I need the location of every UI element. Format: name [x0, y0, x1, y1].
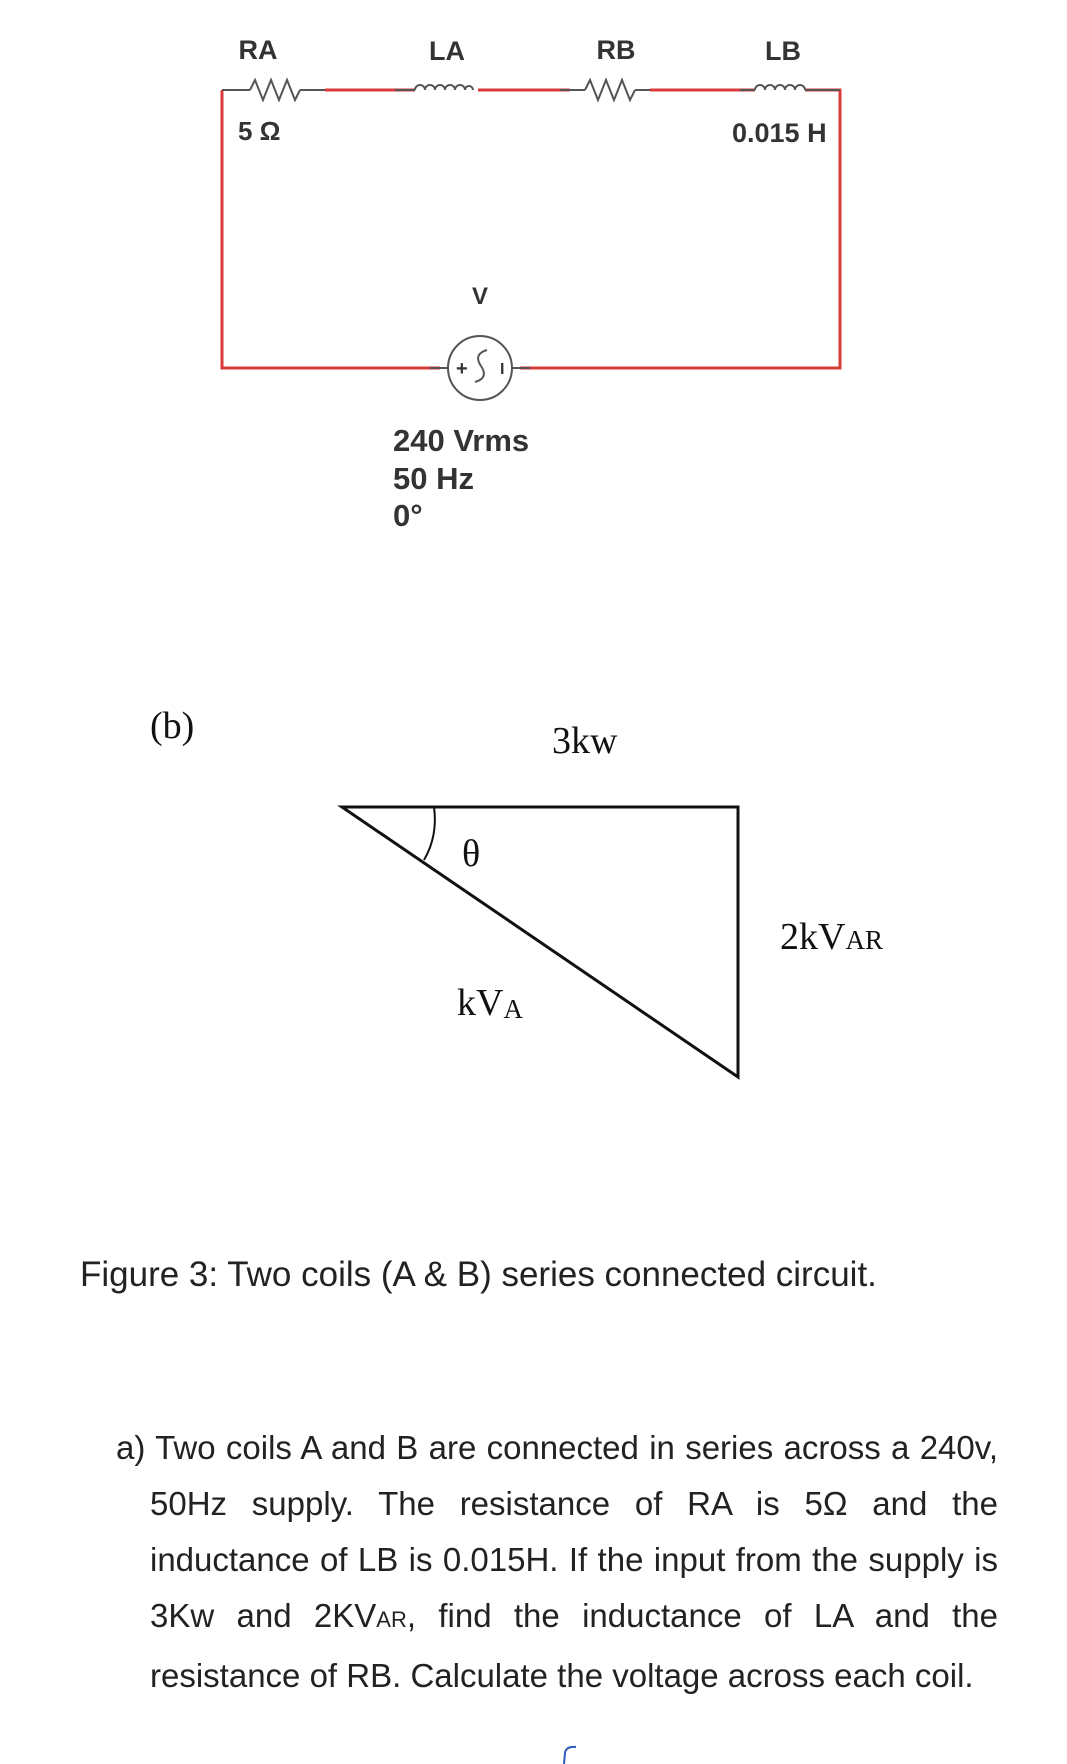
figure-caption: Figure 3: Two coils (A & B) series connected circuit. — [80, 1255, 877, 1294]
ra-value-label: 5 Ω — [238, 116, 281, 146]
ra-label: RA — [238, 35, 278, 65]
source-phase-label: 0° — [393, 498, 423, 533]
reactive-power-label: 2kVAR — [780, 916, 883, 958]
inductor-lb — [740, 85, 805, 90]
question-sub-text: AR — [376, 1607, 407, 1632]
triangle-shape — [342, 807, 738, 1077]
pen-mark-icon — [560, 1745, 580, 1764]
ac-voltage-source — [430, 336, 530, 400]
resistor-ra — [222, 80, 325, 100]
question-body-start: Two coils A and B are connected in series across a 240v, 50Hz supply. The resistance of RA is 5Ω and the inductance of LB is 0.015H. If the input from the supply is 3Kw and 2KV — [150, 1429, 998, 1634]
real-power-label: 3kw — [552, 720, 618, 762]
part-b-label: (b) — [150, 705, 195, 747]
power-triangle — [150, 705, 883, 1077]
question-body-end: , find the inductance of LA and the resistance of RB. Calculate the voltage across each coil. — [150, 1597, 999, 1694]
lb-label: LB — [765, 36, 801, 66]
inductor-la — [395, 85, 473, 90]
la-label: LA — [429, 36, 465, 66]
angle-arc — [424, 807, 435, 860]
question-text — [116, 1420, 999, 1704]
angle-label: θ — [462, 833, 481, 875]
rb-label: RB — [596, 35, 636, 65]
source-plus-symbol: + — [456, 358, 468, 380]
source-minus-symbol: I — [500, 361, 505, 378]
circuit-labels — [238, 35, 827, 533]
resistor-rb — [560, 80, 650, 100]
source-name-label: V — [471, 283, 489, 310]
lb-value-label: 0.015 H — [732, 118, 827, 148]
source-frequency-label: 50 Hz — [393, 461, 474, 496]
sine-wave-icon — [475, 350, 487, 382]
question-prefix: a) — [116, 1429, 146, 1466]
apparent-power-label: kVA — [457, 982, 523, 1024]
source-voltage-label: 240 Vrms — [393, 423, 530, 458]
